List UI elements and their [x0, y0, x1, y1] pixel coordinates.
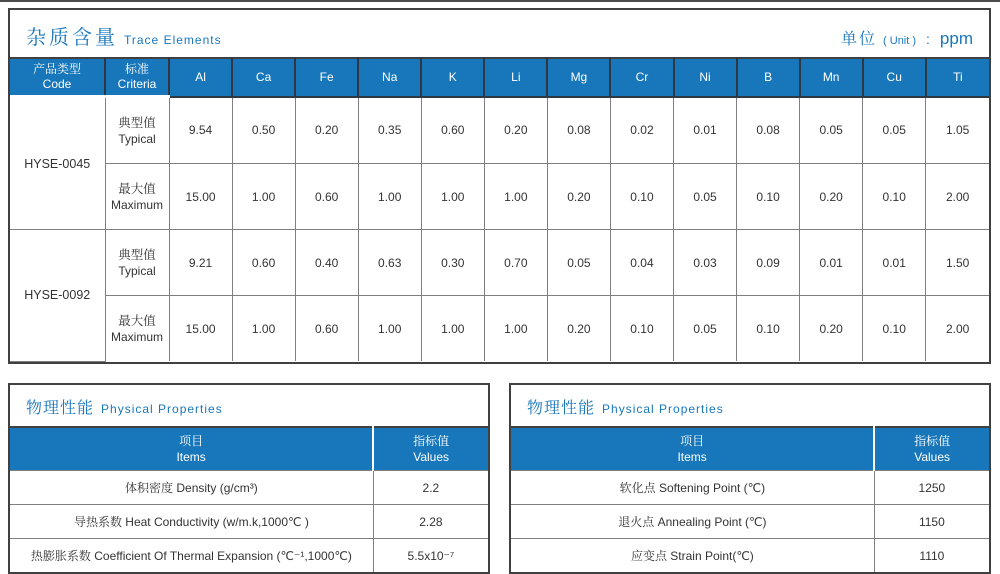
- physical-properties-row: [8, 383, 991, 574]
- element-value-cell: 0.60: [232, 230, 295, 296]
- column-header-element: Na: [358, 58, 421, 97]
- trace-header-row: [10, 58, 989, 97]
- element-value-cell: 0.70: [484, 230, 547, 296]
- element-value-cell: 1.00: [421, 164, 484, 230]
- column-header-items: [10, 427, 373, 471]
- column-header-element: Cu: [863, 58, 926, 97]
- property-item-cell: 热膨胀系数 Coefficient Of Thermal Expansion (℃⁻¹,1000℃): [10, 539, 373, 573]
- criteria-zh: 最大值: [118, 313, 156, 328]
- element-value-cell: 0.10: [737, 296, 800, 362]
- element-value-cell: 1.00: [484, 164, 547, 230]
- property-value-cell: 1150: [874, 505, 989, 539]
- element-value-cell: 0.03: [674, 230, 737, 296]
- criteria-cell: [105, 97, 169, 164]
- trace-elements-table: [10, 57, 989, 362]
- phys-title-zh: 物理性能: [26, 400, 95, 417]
- element-value-cell: 0.08: [547, 97, 610, 164]
- column-header-element: Mg: [547, 58, 610, 97]
- physical-properties-table-right: [511, 426, 989, 572]
- phys-title-en: Physical Properties: [101, 402, 223, 416]
- element-value-cell: 1.00: [358, 296, 421, 362]
- element-value-cell: 0.08: [737, 97, 800, 164]
- element-value-cell: 0.20: [800, 296, 863, 362]
- element-value-cell: 0.05: [547, 230, 610, 296]
- trace-row: [10, 97, 989, 164]
- element-value-cell: 0.05: [800, 97, 863, 164]
- element-value-cell: 0.05: [674, 164, 737, 230]
- trace-title-en: Trace Elements: [124, 33, 222, 47]
- element-value-cell: 0.20: [484, 97, 547, 164]
- criteria-en: Typical: [118, 263, 156, 278]
- criteria-en: Maximum: [110, 329, 163, 344]
- column-header-criteria-en: Criteria: [117, 77, 157, 91]
- column-header-values-zh: 指标值: [413, 434, 450, 448]
- column-header-element: Al: [169, 58, 232, 97]
- element-value-cell: 0.40: [295, 230, 358, 296]
- criteria-cell: [105, 230, 169, 296]
- property-item-cell: 应变点 Strain Point(℃): [511, 539, 874, 573]
- element-value-cell: 1.00: [421, 296, 484, 362]
- element-value-cell: 0.10: [863, 296, 926, 362]
- criteria-zh: 典型值: [118, 115, 156, 130]
- column-header-values: [874, 427, 989, 471]
- product-code-cell: HYSE-0092: [10, 230, 105, 362]
- column-header-values-en: Values: [914, 450, 951, 464]
- criteria-en: Maximum: [110, 197, 163, 212]
- column-header-code-zh: 产品类型: [32, 62, 81, 76]
- element-value-cell: 0.50: [232, 97, 295, 164]
- column-header-element: Li: [484, 58, 547, 97]
- physical-properties-table-left: [10, 426, 488, 572]
- column-header-element: Fe: [295, 58, 358, 97]
- element-value-cell: 0.63: [358, 230, 421, 296]
- property-value-cell: 2.28: [373, 505, 488, 539]
- criteria-cell: [105, 296, 169, 362]
- phys-header-row: [10, 427, 488, 471]
- physical-properties-panel-right: [509, 383, 991, 574]
- column-header-code-en: Code: [42, 77, 72, 91]
- element-value-cell: 0.05: [863, 97, 926, 164]
- element-value-cell: 9.21: [169, 230, 232, 296]
- physical-properties-title-right: [511, 385, 989, 426]
- element-value-cell: 0.60: [421, 97, 484, 164]
- element-value-cell: 0.60: [295, 164, 358, 230]
- element-value-cell: 2.00: [926, 164, 989, 230]
- element-value-cell: 1.00: [358, 164, 421, 230]
- phys-row: [511, 505, 989, 539]
- unit-label-zh: 单位: [841, 31, 878, 48]
- phys-row: [511, 539, 989, 573]
- column-header-code: [10, 58, 105, 97]
- element-value-cell: 1.50: [926, 230, 989, 296]
- phys-row: [511, 471, 989, 505]
- unit-colon: :: [926, 31, 930, 47]
- element-value-cell: 0.01: [863, 230, 926, 296]
- element-value-cell: 15.00: [169, 296, 232, 362]
- column-header-values-zh: 指标值: [914, 434, 951, 448]
- element-value-cell: 0.01: [674, 97, 737, 164]
- criteria-cell: [105, 164, 169, 230]
- phys-row: [10, 505, 488, 539]
- element-value-cell: 0.10: [863, 164, 926, 230]
- column-header-criteria: [105, 58, 169, 97]
- column-header-element: Ni: [674, 58, 737, 97]
- element-value-cell: 15.00: [169, 164, 232, 230]
- element-value-cell: 2.00: [926, 296, 989, 362]
- column-header-values: [373, 427, 488, 471]
- phys-header-row: [511, 427, 989, 471]
- element-value-cell: 1.00: [232, 296, 295, 362]
- column-header-values-en: Values: [413, 450, 450, 464]
- column-header-items: [511, 427, 874, 471]
- phys-title-zh: 物理性能: [527, 400, 596, 417]
- element-value-cell: 0.09: [737, 230, 800, 296]
- element-value-cell: 0.35: [358, 97, 421, 164]
- property-value-cell: 5.5x10⁻⁷: [373, 539, 488, 573]
- element-value-cell: 0.20: [547, 164, 610, 230]
- element-value-cell: 0.04: [610, 230, 673, 296]
- physical-properties-panel-left: [8, 383, 490, 574]
- column-header-element: Ti: [926, 58, 989, 97]
- column-header-element: Mn: [800, 58, 863, 97]
- property-value-cell: 1110: [874, 539, 989, 573]
- element-value-cell: 0.60: [295, 296, 358, 362]
- property-item-cell: 体积密度 Density (g/cm³): [10, 471, 373, 505]
- top-divider: [0, 0, 1000, 2]
- trace-row: [10, 230, 989, 296]
- column-header-items-zh: 项目: [680, 434, 705, 448]
- property-item-cell: 软化点 Softening Point (℃): [511, 471, 874, 505]
- column-header-items-zh: 项目: [179, 434, 204, 448]
- element-value-cell: 1.00: [484, 296, 547, 362]
- element-value-cell: 0.20: [800, 164, 863, 230]
- property-item-cell: 退火点 Annealing Point (℃): [511, 505, 874, 539]
- phys-title-en: Physical Properties: [602, 402, 724, 416]
- element-value-cell: 0.01: [800, 230, 863, 296]
- property-value-cell: 2.2: [373, 471, 488, 505]
- element-value-cell: 0.10: [737, 164, 800, 230]
- product-code-cell: HYSE-0045: [10, 97, 105, 230]
- trace-title-zh: 杂质含量: [26, 27, 118, 49]
- unit-label-en: ( Unit ): [883, 35, 917, 47]
- trace-elements-title-bar: [10, 10, 989, 57]
- element-value-cell: 0.20: [547, 296, 610, 362]
- column-header-element: B: [737, 58, 800, 97]
- column-header-element: Cr: [610, 58, 673, 97]
- element-value-cell: 1.05: [926, 97, 989, 164]
- trace-elements-panel: [8, 8, 991, 364]
- criteria-zh: 最大值: [118, 181, 156, 196]
- unit-label: [841, 26, 973, 49]
- element-value-cell: 0.05: [674, 296, 737, 362]
- column-header-element: Ca: [232, 58, 295, 97]
- trace-row: [10, 164, 989, 230]
- element-value-cell: 0.02: [610, 97, 673, 164]
- column-header-items-en: Items: [176, 450, 206, 464]
- element-value-cell: 0.10: [610, 296, 673, 362]
- trace-row: [10, 296, 989, 362]
- property-item-cell: 导热系数 Heat Conductivity (w/m.k,1000℃ ): [10, 505, 373, 539]
- element-value-cell: 9.54: [169, 97, 232, 164]
- criteria-en: Typical: [118, 131, 156, 146]
- phys-row: [10, 539, 488, 573]
- trace-elements-title: [26, 21, 222, 50]
- column-header-element: K: [421, 58, 484, 97]
- element-value-cell: 0.20: [295, 97, 358, 164]
- element-value-cell: 0.30: [421, 230, 484, 296]
- property-value-cell: 1250: [874, 471, 989, 505]
- criteria-zh: 典型值: [118, 247, 156, 262]
- column-header-items-en: Items: [677, 450, 707, 464]
- unit-value: ppm: [939, 29, 973, 48]
- physical-properties-title-left: [10, 385, 488, 426]
- element-value-cell: 0.10: [610, 164, 673, 230]
- element-value-cell: 1.00: [232, 164, 295, 230]
- column-header-criteria-zh: 标准: [124, 62, 149, 76]
- phys-row: [10, 471, 488, 505]
